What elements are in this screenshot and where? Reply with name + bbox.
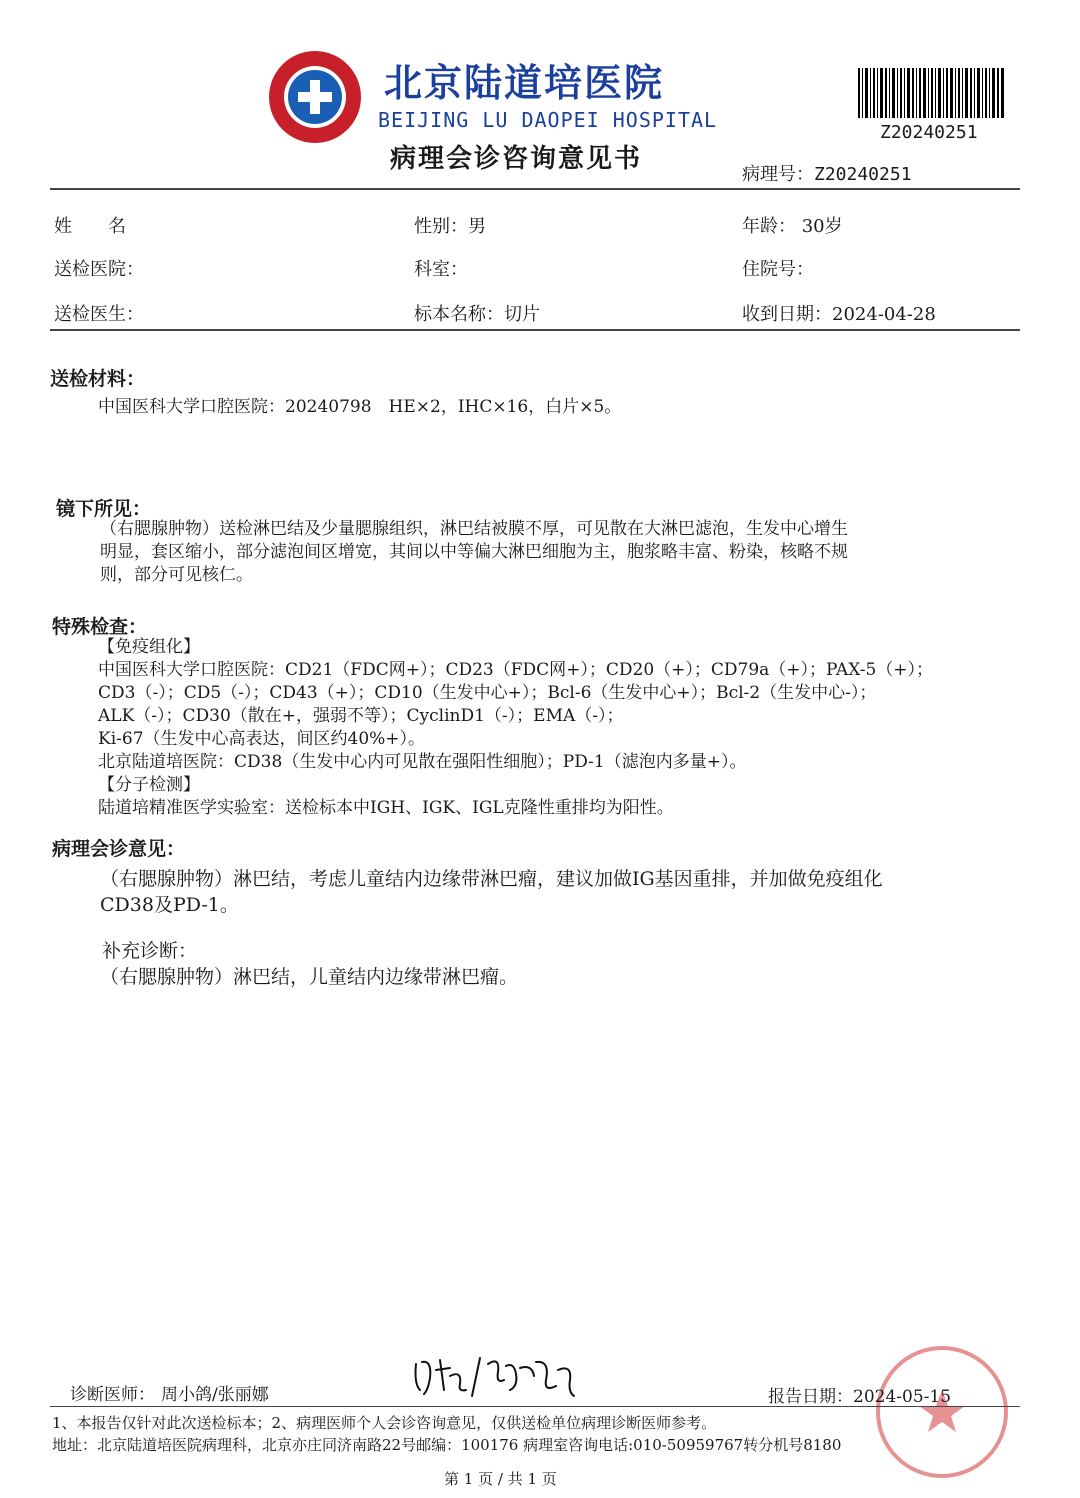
patient-name-label: 姓 名 [54,216,126,237]
materials-heading: 送检材料： [50,368,146,390]
diagnosing-doctor-label: 诊断医师： [70,1385,155,1405]
ihc-line: CD3（-）；CD5（-）；CD43（+）；CD10（生发中心+）；Bcl-6（生发中心+）；Bcl-2（生发中心-）； [98,683,877,703]
patient-age: 年龄： 30岁 [742,216,843,237]
molecular-line: 陆道培精准医学实验室：送检标本中IGH、IGK、IGL克隆性重排均为阳性。 [98,798,674,818]
diagnosing-doctor [70,1380,269,1405]
pathology-number-value: Z20240251 [814,164,912,185]
pathology-number-label: 病理号： [742,164,814,185]
ihc-line: 中国医科大学口腔医院：CD21（FDC网+）；CD23（FDC网+）；CD20（+）；CD79a（+）；PAX-5（+）； [98,660,934,680]
microscopy-line: （右腮腺肿物）送检淋巴结及少量腮腺组织，淋巴结被膜不厚，可见散在大淋巴滤泡，生发中心增生 [100,519,848,539]
barcode [858,68,1004,118]
header-divider [50,188,1020,190]
page-number: 第 1 页 / 共 1 页 [444,1470,557,1488]
address-line: 地址：北京陆道培医院病理科，北京亦庄同济南路22号邮编：100176 病理室咨询电话:010-50959767转分机号8180 [52,1436,842,1454]
patient-gender: 性别：男 [414,216,486,237]
received-date: 收到日期：2024-04-28 [742,304,936,325]
diagnosing-doctor-names: 周小鸽/张丽娜 [161,1385,269,1405]
footer-divider [50,1406,1020,1407]
doctor-signature [410,1350,580,1400]
hospital-name-en: BEIJING LU DAOPEI HOSPITAL [378,108,718,132]
microscopy-line: 则，部分可见核仁。 [100,565,253,585]
inpatient-number: 住院号： [742,259,814,280]
department: 科室： [414,259,468,280]
document-title: 病理会诊咨询意见书 [390,144,643,174]
microscopy-line: 明显，套区缩小，部分滤泡间区增宽，其间以中等偏大淋巴细胞为主，胞浆略丰富、粉染，核略不规 [100,542,848,562]
hospital-name-cn: 北京陆道培医院 [384,60,665,105]
supplement-diagnosis: （右腮腺肿物）淋巴结，儿童结内边缘带淋巴瘤。 [100,966,519,988]
opinion-line: （右腮腺肿物）淋巴结，考虑儿童结内边缘带淋巴瘤，建议加做IG基因重排，并加做免疫组化 [100,868,883,890]
hospital-logo [268,50,362,144]
report-date: 报告日期：2024-05-15 [768,1387,952,1407]
barcode-number: Z20240251 [880,122,978,143]
opinion-line: CD38及PD-1。 [100,894,239,916]
microscopy-heading: 镜下所见： [56,498,152,520]
ihc-subheading: 【免疫组化】 [98,637,200,657]
specimen-name: 标本名称：切片 [414,304,540,325]
info-divider [50,329,1020,331]
special-exam-heading: 特殊检查： [52,616,148,638]
submitting-doctor: 送检医生： [54,304,144,325]
report-note: 1、本报告仅针对此次送检标本；2、病理医师个人会诊咨询意见，仅供送检单位病理诊断医师参考。 [52,1414,717,1432]
ihc-line: Ki-67（生发中心高表达，间区约40%+）。 [98,729,426,749]
supplement-label: 补充诊断： [102,940,198,962]
opinion-heading: 病理会诊意见： [52,838,186,860]
hospital-stamp [872,1342,1012,1482]
molecular-subheading: 【分子检测】 [98,775,200,795]
pathology-number [742,160,912,186]
ihc-line: ALK（-）；CD30（散在+，强弱不等）；CyclinD1（-）；EMA（-）； [98,706,624,726]
materials-text: 中国医科大学口腔医院：20240798 HE×2，IHC×16，白片×5。 [98,397,622,417]
submitting-hospital: 送检医院： [54,259,144,280]
ihc-line: 北京陆道培医院：CD38（生发中心内可见散在强阳性细胞）；PD-1（滤泡内多量+）。 [98,752,747,772]
